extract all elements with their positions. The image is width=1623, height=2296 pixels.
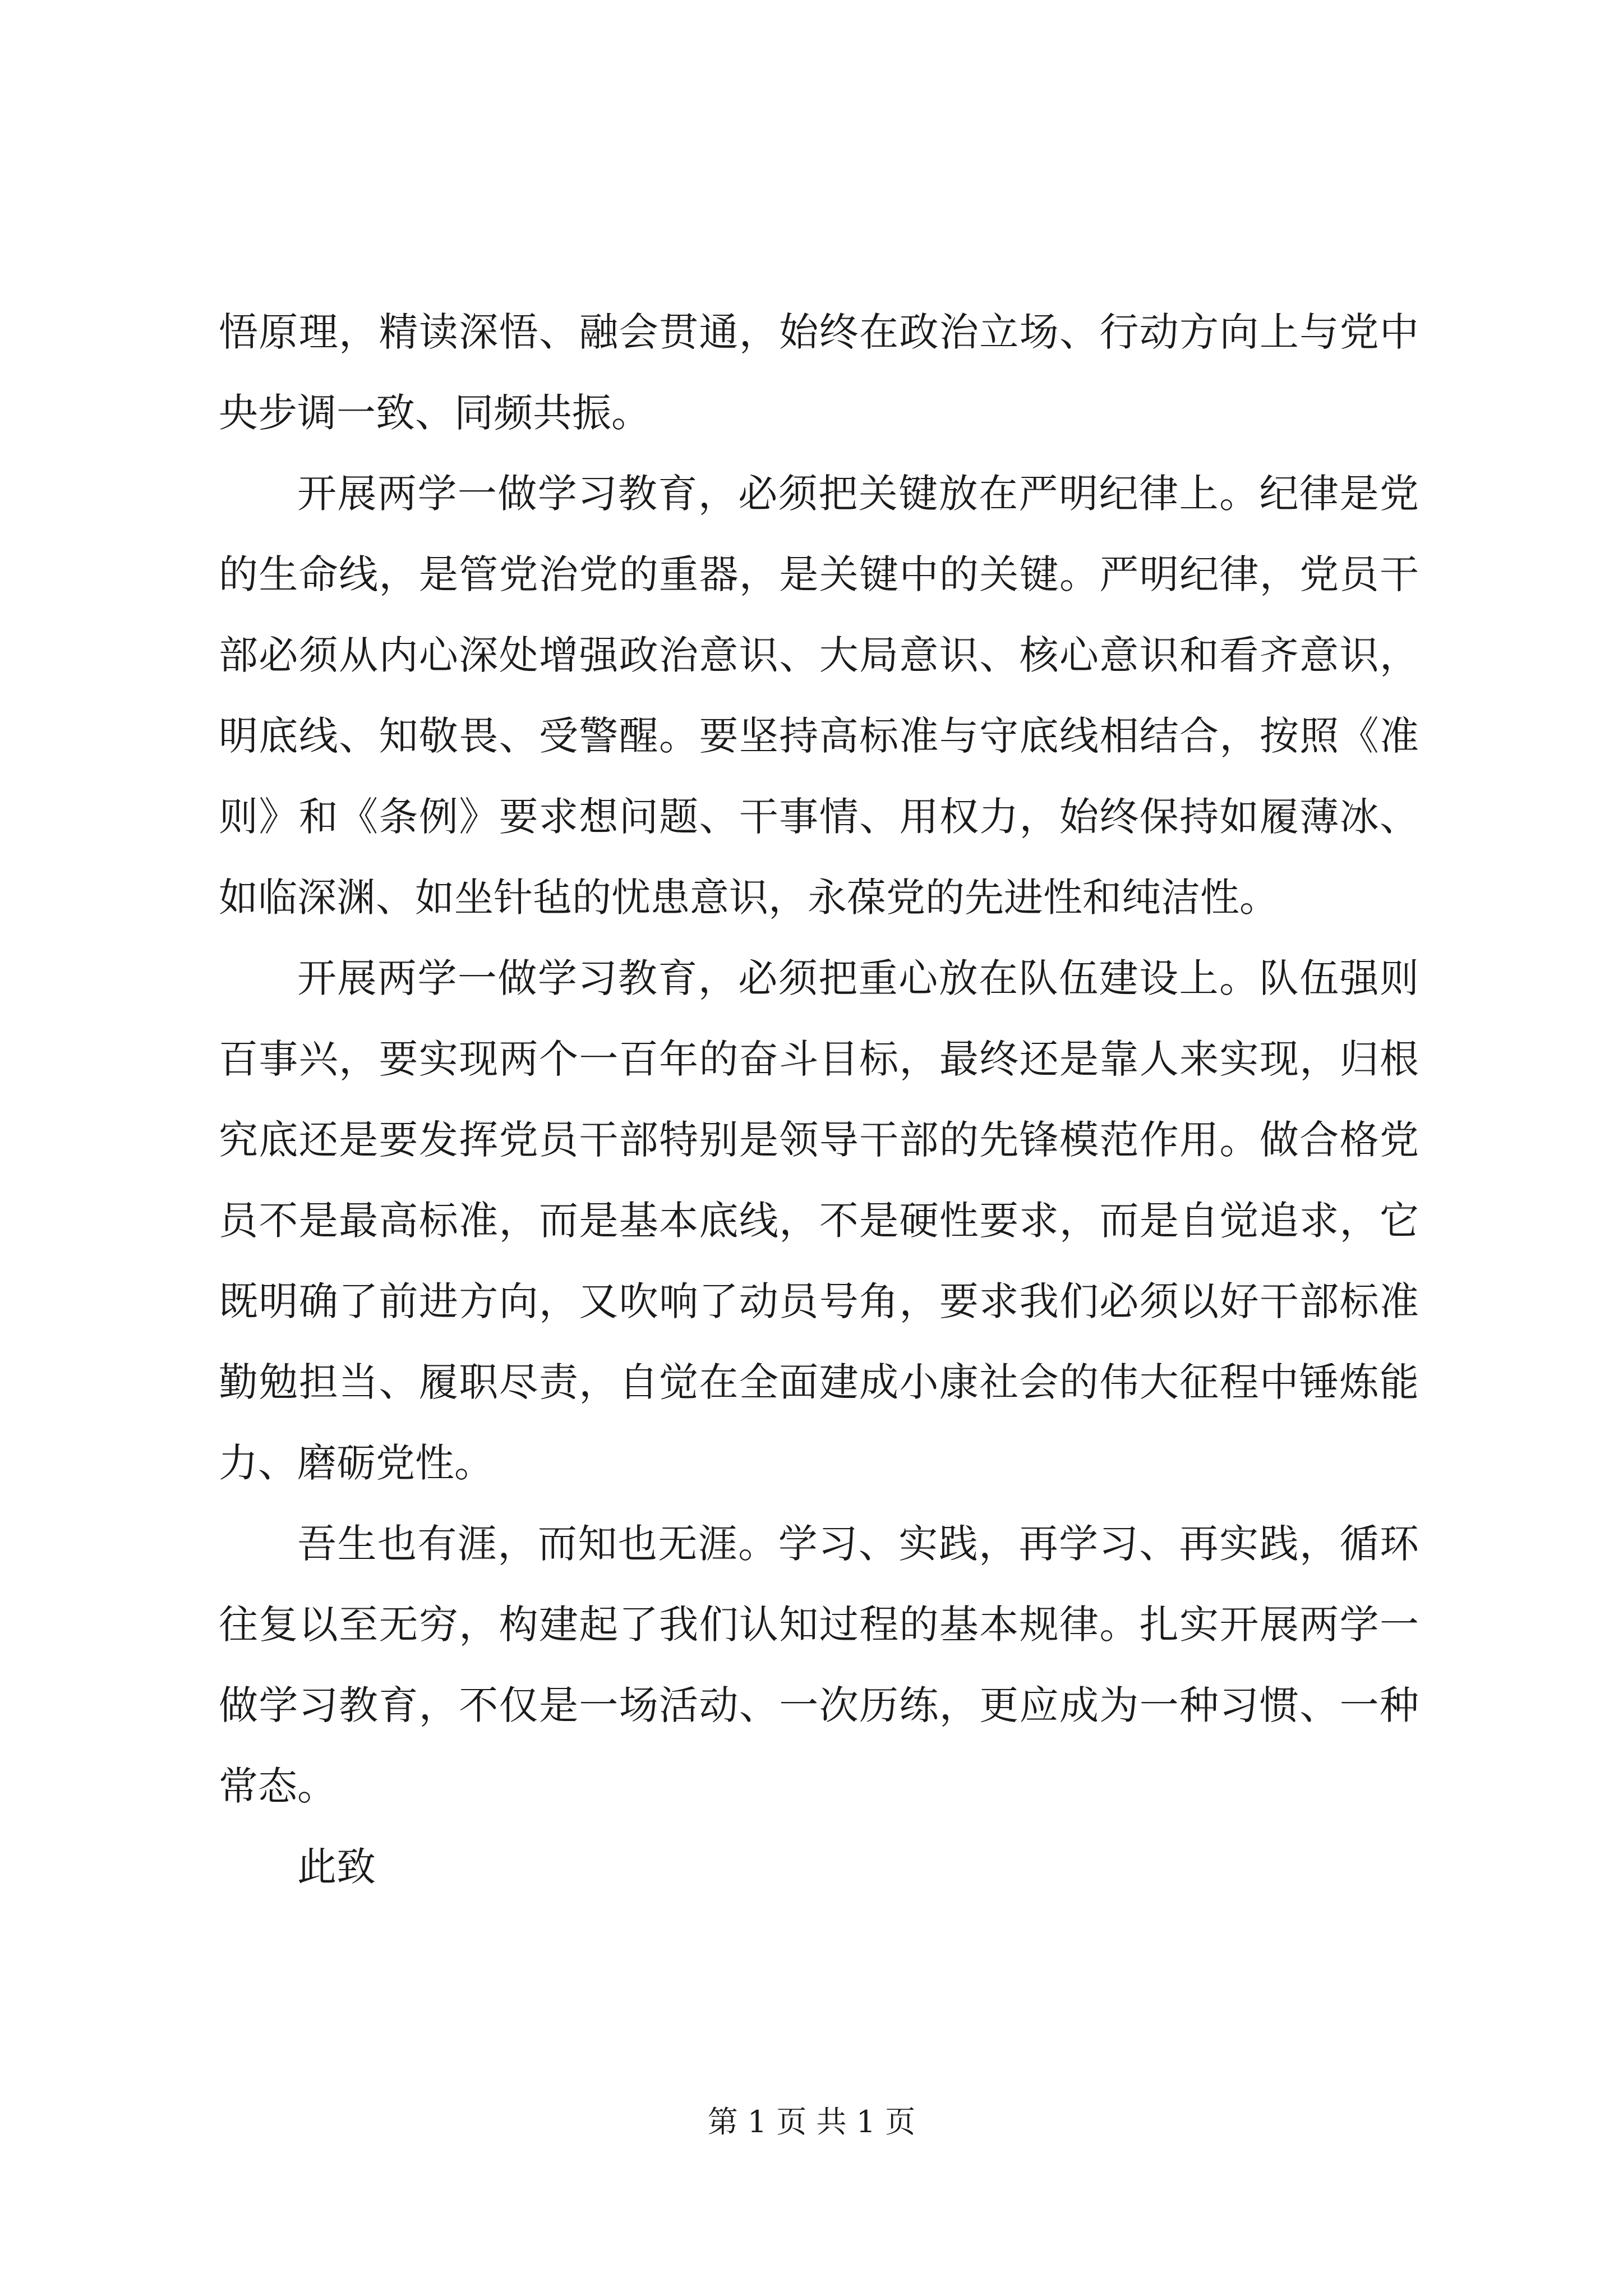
paragraph-team-building: 开展两学一做学习教育，必须把重心放在队伍建设上。队伍强则百事兴，要实现两个一百年的奋斗目标，最终还是靠人来实现，归根究底还是要发挥党员干部特别是领导干部的先锋模范作用。做合格党员不是最高标准，而是基本底线，不是硬性要求，而是自觉追求，它既明确了前进方向，又吹响了动员号角，要求我们必须以好干部标准勤勉担当、履职尽责，自觉在全面建成小康社会的伟大征程中锤炼能力、磨砺党性。 [219,955,1419,1486]
paragraph-learning: 吾生也有涯，而知也无涯。学习、实践，再学习、再实践，循环往复以至无穷，构建起了我们认知过程的基本规律。扎实开展两学一做学习教育，不仅是一场活动、一次历练，更应成为一种习惯、一种常态。 [219,1521,1419,1809]
paragraph-continuation: 悟原理，精读深悟、融会贯通，始终在政治立场、行动方向上与党中央步调一致、同频共振。 [219,309,1419,436]
closing-salutation: 此致 [297,1844,376,1890]
document-body [219,292,1419,1907]
paragraph-discipline: 开展两学一做学习教育，必须把关键放在严明纪律上。纪律是党的生命线，是管党治党的重器，是关键中的关键。严明纪律，党员干部必须从内心深处增强政治意识、大局意识、核心意识和看齐意识，明底线、知敬畏、受警醒。要坚持高标准与守底线相结合，按照《准则》和《条例》要求想问题、干事情、用权力，始终保持如履薄冰、如临深渊、如坐针毡的忧患意识，永葆党的先进性和纯洁性。 [219,471,1419,921]
page-footer: 第 1 页 共 1 页 [707,2104,916,2139]
